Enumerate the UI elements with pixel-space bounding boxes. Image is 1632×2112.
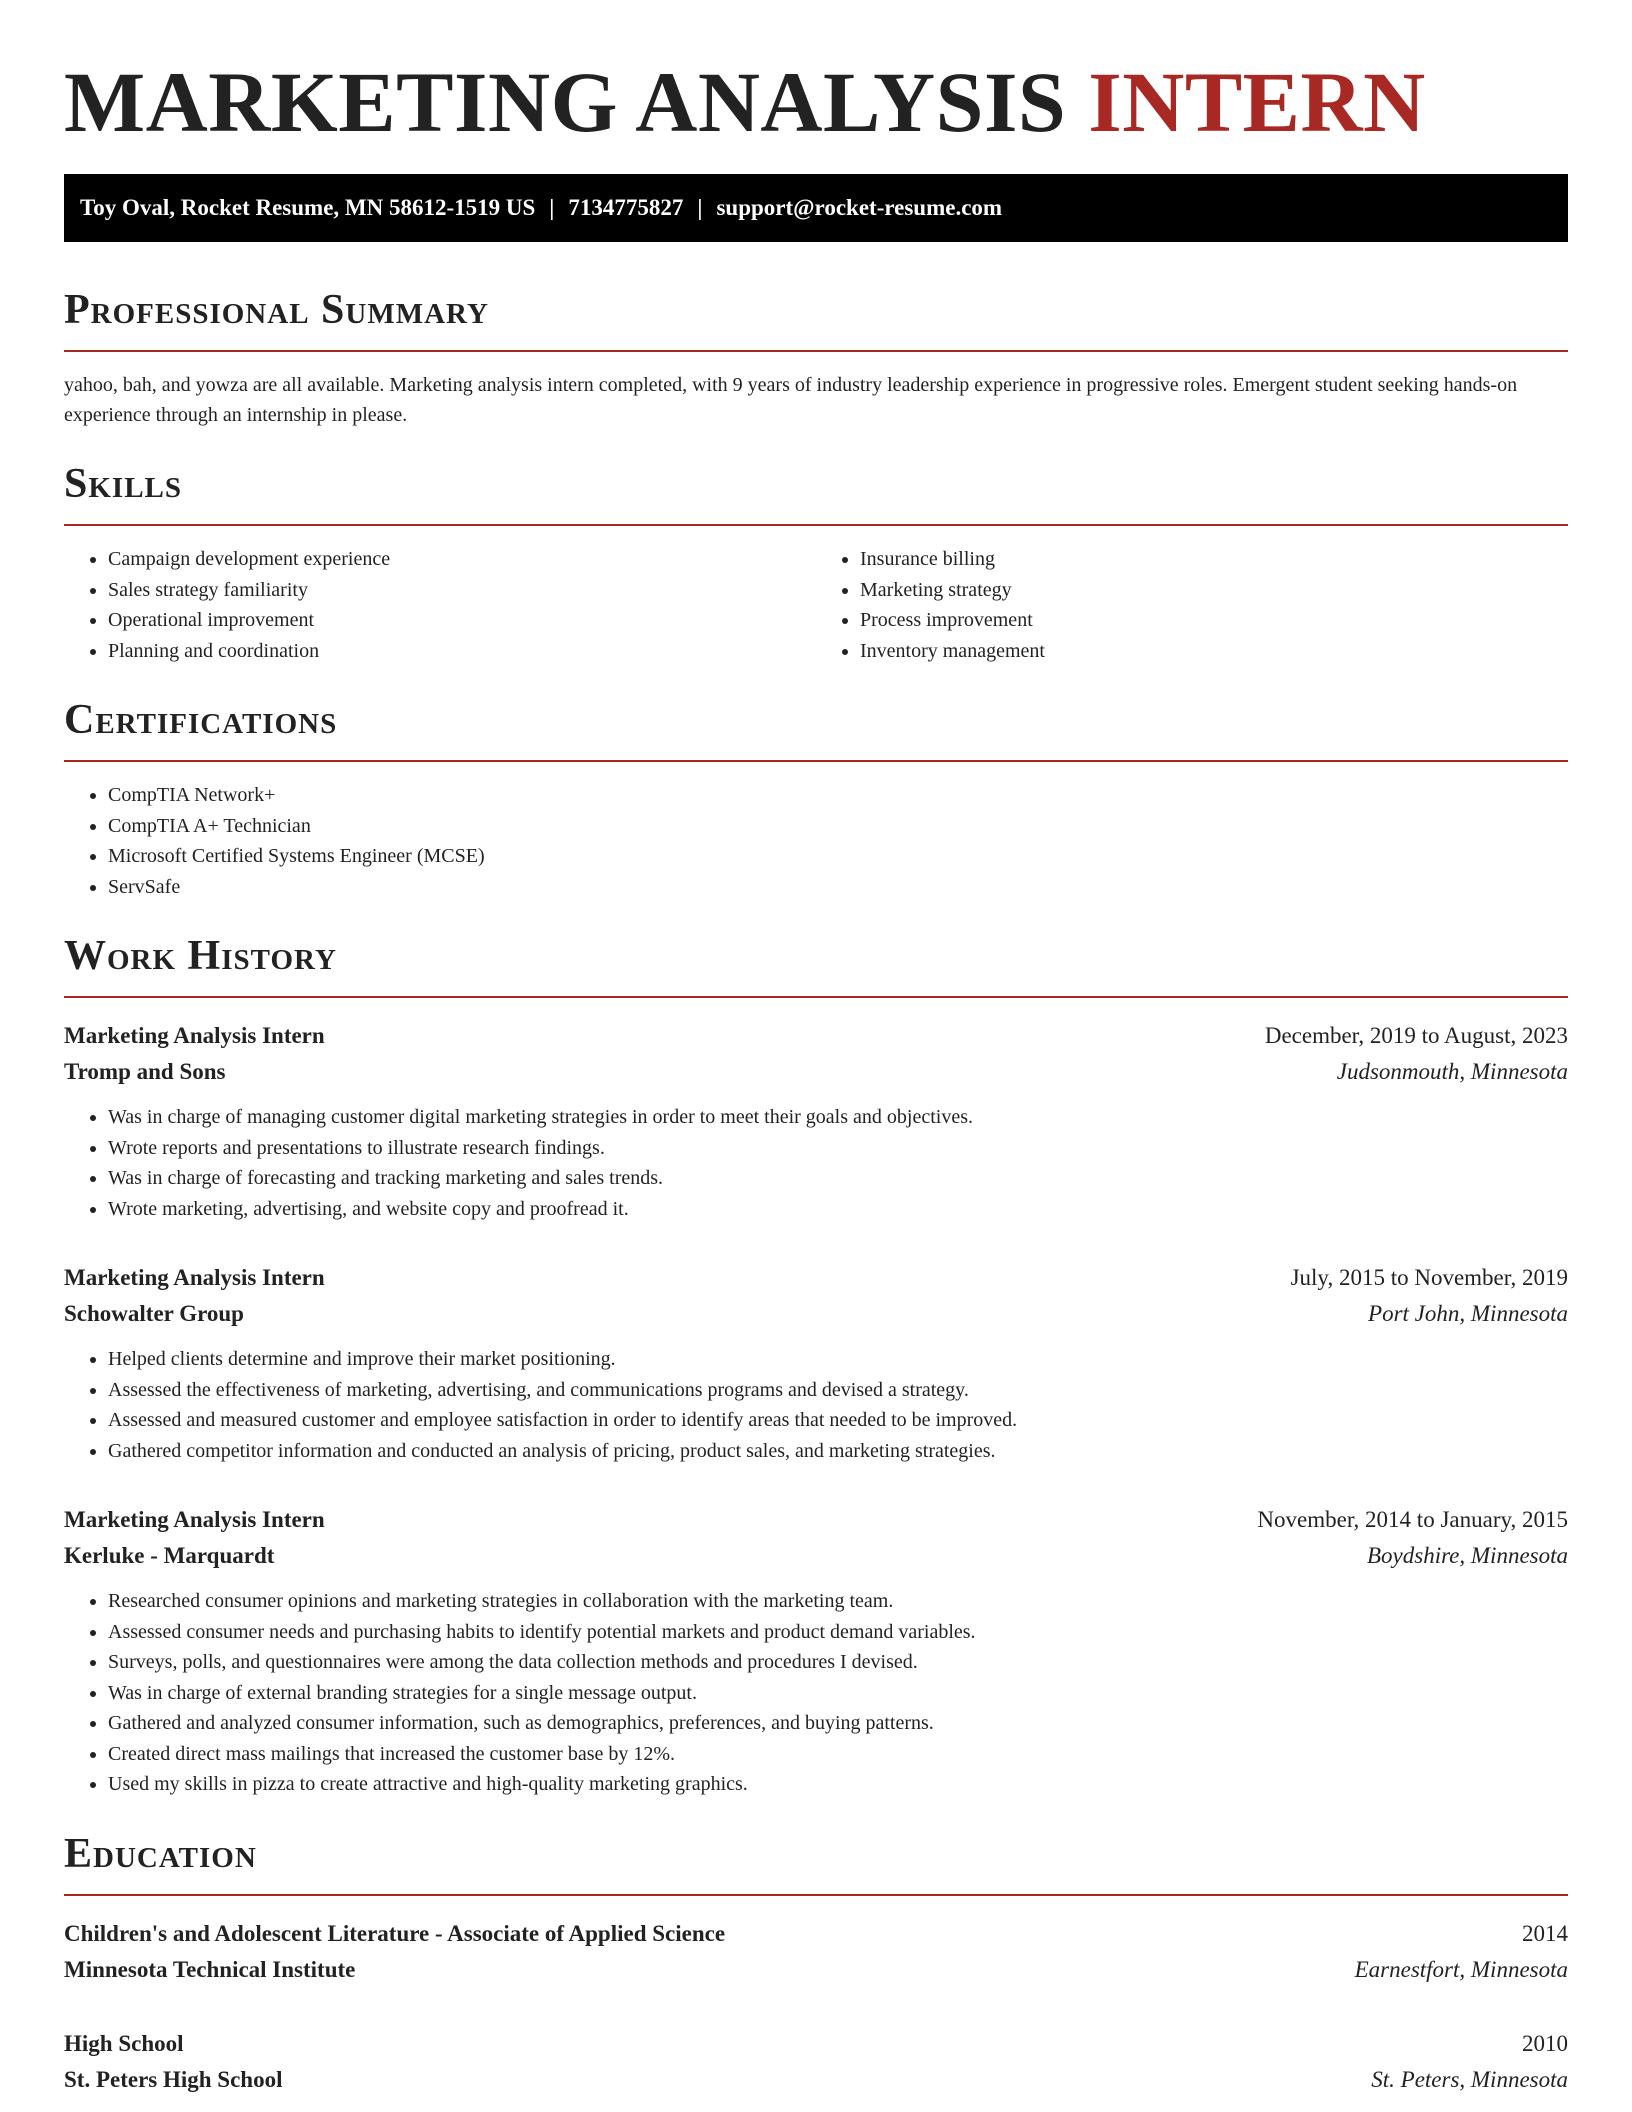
skill-item: • Marketing strategy xyxy=(860,575,1568,606)
education-header-row xyxy=(64,2026,1568,2062)
section-divider xyxy=(64,760,1568,762)
job-bullets xyxy=(64,1344,1568,1466)
skill-item: • Inventory management xyxy=(860,636,1568,667)
certification-item: • ServSafe xyxy=(108,872,1568,903)
title-accent: INTERN xyxy=(1088,54,1426,150)
section-divider xyxy=(64,996,1568,998)
job-entry xyxy=(64,1018,1568,1224)
skill-item: • Process improvement xyxy=(860,605,1568,636)
job-bullet: • Gathered and analyzed consumer information, such as demographics, preferences, and buying patterns. xyxy=(108,1708,1568,1739)
section-title-skills: Skills xyxy=(64,461,183,507)
job-location: Boydshire, Minnesota xyxy=(1366,1543,1568,1568)
contact-bar xyxy=(64,174,1568,242)
job-bullet: • Wrote reports and presentations to illustrate research findings. xyxy=(108,1133,1568,1164)
job-bullet: • Was in charge of external branding strategies for a single message output. xyxy=(108,1678,1568,1709)
education-school-row xyxy=(64,1952,1568,1988)
skill-item: • Sales strategy familiarity xyxy=(108,575,816,606)
job-location: Judsonmouth, Minnesota xyxy=(1336,1059,1568,1084)
section-divider xyxy=(64,350,1568,352)
job-dates: December, 2019 to August, 2023 xyxy=(1264,1023,1568,1048)
section-title-work-history: Work History xyxy=(64,933,337,979)
education-entry xyxy=(64,2026,1568,2098)
education-school-row xyxy=(64,2062,1568,2098)
certification-item: • CompTIA A+ Technician xyxy=(108,811,1568,842)
skills-grid xyxy=(64,526,1568,666)
job-header-row xyxy=(64,1502,1568,1538)
job-bullet: • Assessed and measured customer and employee satisfaction in order to identify areas that needed to be improved. xyxy=(108,1405,1568,1436)
education-location: Earnestfort, Minnesota xyxy=(1354,1956,1568,1982)
contact-phone: 7134775827 xyxy=(568,195,684,220)
education-section xyxy=(64,1830,1568,2098)
job-bullets xyxy=(64,1586,1568,1800)
job-company-row xyxy=(64,1296,1568,1332)
skills-column-left xyxy=(64,526,816,666)
education-location: St. Peters, Minnesota xyxy=(1371,2066,1568,2092)
job-bullet: • Researched consumer opinions and marketing strategies in collaboration with the marketing team. xyxy=(108,1586,1568,1617)
job-company-row xyxy=(64,1054,1568,1090)
job-bullet: • Gathered competitor information and conducted an analysis of pricing, product sales, and marketing strategies. xyxy=(108,1436,1568,1467)
section-title-certifications: Certifications xyxy=(64,697,338,743)
skill-item: • Planning and coordination xyxy=(108,636,816,667)
job-bullet: • Used my skills in pizza to create attractive and high-quality marketing graphics. xyxy=(108,1769,1568,1800)
job-company: Tromp and Sons xyxy=(64,1059,226,1084)
skills-section xyxy=(64,460,1568,666)
section-title-education: Education xyxy=(64,1830,257,1877)
job-company-row xyxy=(64,1538,1568,1574)
job-bullet: • Assessed consumer needs and purchasing habits to identify potential markets and product demand variables. xyxy=(108,1617,1568,1648)
education-header-row xyxy=(64,1916,1568,1952)
contact-separator: | xyxy=(697,195,703,220)
job-bullet: • Assessed the effectiveness of marketing, advertising, and communications programs and devised a strategy. xyxy=(108,1375,1568,1406)
title-main: MARKETING ANALYSIS xyxy=(64,54,1067,150)
job-bullet: • Helped clients determine and improve their market positioning. xyxy=(108,1344,1568,1375)
job-entry xyxy=(64,1502,1568,1800)
resume-title xyxy=(64,52,1568,152)
job-role: Marketing Analysis Intern xyxy=(64,1265,325,1290)
job-bullet: • Wrote marketing, advertising, and website copy and proofread it. xyxy=(108,1194,1568,1225)
work-history-section xyxy=(64,932,1568,1800)
education-school: Minnesota Technical Institute xyxy=(64,1956,356,1982)
contact-separator: | xyxy=(549,195,555,220)
skill-item: • Campaign development experience xyxy=(108,544,816,575)
job-bullet: • Created direct mass mailings that increased the customer base by 12%. xyxy=(108,1739,1568,1770)
contact-email: support@rocket-resume.com xyxy=(716,195,1003,220)
section-title-summary: Professional Summary xyxy=(64,287,489,333)
job-header-row xyxy=(64,1018,1568,1054)
job-role: Marketing Analysis Intern xyxy=(64,1507,325,1532)
education-degree: Children's and Adolescent Literature - Associate of Applied Science xyxy=(64,1920,726,1946)
certifications-section xyxy=(64,696,1568,902)
education-entry xyxy=(64,1916,1568,1988)
job-dates: November, 2014 to January, 2015 xyxy=(1257,1507,1568,1532)
job-company: Kerluke - Marquardt xyxy=(64,1543,275,1568)
skill-item: • Operational improvement xyxy=(108,605,816,636)
education-school: St. Peters High School xyxy=(64,2066,283,2092)
skills-column-right xyxy=(816,526,1568,666)
job-company: Schowalter Group xyxy=(64,1301,244,1326)
skills-list-left xyxy=(64,544,816,666)
section-divider xyxy=(64,1894,1568,1896)
job-bullet: • Surveys, polls, and questionnaires were among the data collection methods and procedures I devised. xyxy=(108,1647,1568,1678)
summary-text: yahoo, bah, and yowza are all available. Marketing analysis intern completed, with 9 years of industry leadership experience in progressive roles. Emergent student seeking hands-on experience through an internship in please. xyxy=(64,374,1518,426)
job-bullet: • Was in charge of forecasting and tracking marketing and sales trends. xyxy=(108,1163,1568,1194)
job-entry xyxy=(64,1260,1568,1466)
education-year: 2010 xyxy=(1522,2030,1568,2056)
job-dates: July, 2015 to November, 2019 xyxy=(1290,1265,1568,1290)
job-header-row xyxy=(64,1260,1568,1296)
education-degree: High School xyxy=(64,2030,184,2056)
certification-item: • CompTIA Network+ xyxy=(108,780,1568,811)
certifications-list xyxy=(64,780,1568,902)
certification-item: • Microsoft Certified Systems Engineer (MCSE) xyxy=(108,841,1568,872)
job-bullet: • Was in charge of managing customer digital marketing strategies in order to meet their goals and objectives. xyxy=(108,1102,1568,1133)
education-year: 2014 xyxy=(1522,1920,1568,1946)
skill-item: • Insurance billing xyxy=(860,544,1568,575)
skills-list-right xyxy=(816,544,1568,666)
job-bullets xyxy=(64,1102,1568,1224)
summary-section xyxy=(64,286,1568,430)
contact-address: Toy Oval, Rocket Resume, MN 58612-1519 US xyxy=(80,195,536,220)
job-location: Port John, Minnesota xyxy=(1368,1301,1568,1326)
job-role: Marketing Analysis Intern xyxy=(64,1023,325,1048)
